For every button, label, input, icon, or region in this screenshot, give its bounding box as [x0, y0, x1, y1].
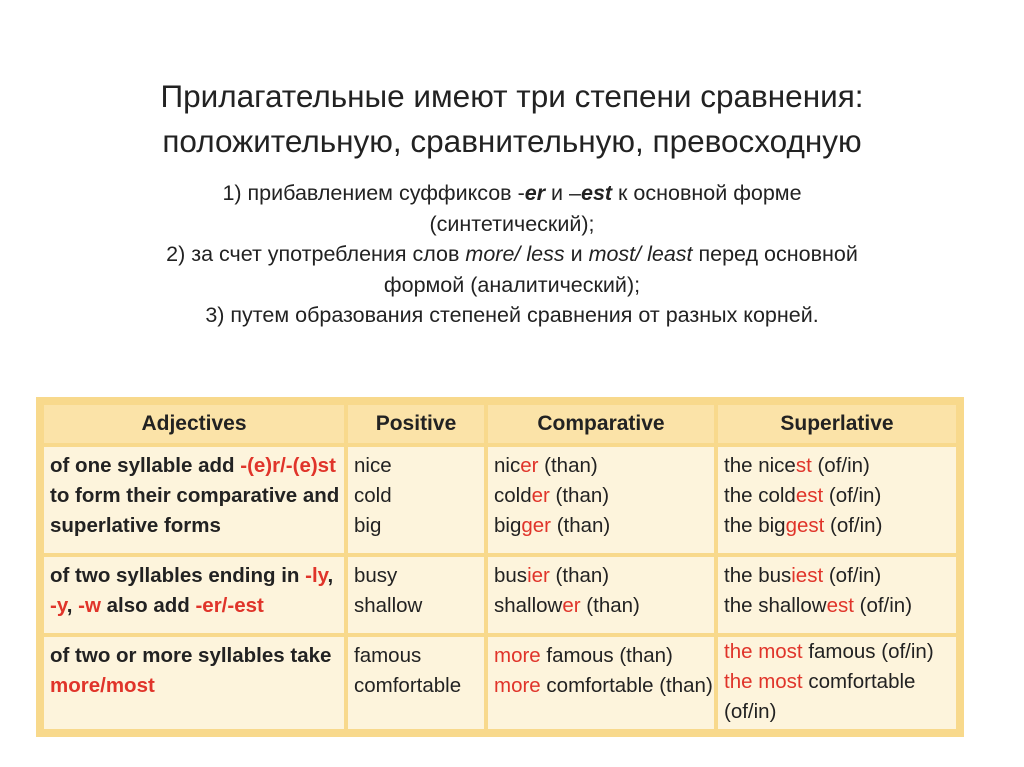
word-suffix: er	[520, 454, 539, 477]
list-item: nice	[354, 454, 392, 477]
word-rest: (than)	[549, 564, 610, 587]
row2-comparative-cell	[488, 557, 714, 633]
header-positive: Positive	[348, 405, 484, 443]
rule-2-more-less: more/ less	[465, 242, 565, 266]
word-prefix: more	[494, 644, 541, 667]
word-rest: (of/in)	[853, 594, 913, 617]
word-rest: famous (than)	[540, 644, 673, 667]
header-adjectives: Adjectives	[44, 405, 344, 443]
word-base: nic	[494, 454, 521, 477]
word-rest: (of/in)	[823, 564, 882, 587]
list-item	[724, 591, 952, 621]
table-row	[44, 637, 956, 729]
row3-comparative-cell	[488, 637, 714, 729]
rule-2-most-least: most/ least	[588, 242, 693, 266]
row2-positive-cell	[348, 557, 484, 633]
word-suffix: est	[795, 484, 824, 507]
header-comparative: Comparative	[488, 405, 714, 443]
row2-adj-suffix-y: -y	[50, 594, 67, 617]
list-item: shallow	[354, 594, 423, 617]
list-item	[494, 451, 710, 481]
list-item	[724, 481, 952, 511]
title-line-2: положительную, сравнительную, превосходную	[162, 123, 862, 159]
list-item: famous	[354, 644, 422, 667]
list-item	[724, 667, 952, 697]
word-suffix: iest	[791, 564, 824, 587]
list-item: cold	[354, 484, 392, 507]
rule-1-text: 1) прибавлением суффиксов -	[222, 181, 525, 205]
table-header-row	[44, 405, 956, 443]
row3-positive-cell	[348, 637, 484, 729]
word-prefix: more	[494, 674, 541, 697]
rules-text	[40, 178, 984, 331]
row3-adj-more-most: more/most	[50, 674, 155, 697]
row1-adj-text-2: to form their comparative and superlative forms	[50, 484, 340, 537]
table-row	[44, 447, 956, 553]
list-item	[494, 641, 710, 671]
word-suffix: ier	[527, 564, 550, 587]
row3-adjectives-cell	[44, 637, 344, 729]
rule-2	[40, 239, 984, 270]
word-base: the cold	[724, 484, 796, 507]
list-item	[724, 637, 952, 667]
list-item	[724, 451, 952, 481]
list-item	[494, 671, 713, 701]
slide-title	[40, 74, 984, 164]
rule-2-text: 2) за счет употребления слов	[166, 242, 466, 266]
row2-adj-suffix-w: -w	[78, 594, 101, 617]
row2-superlative-cell	[718, 557, 956, 633]
row1-adj-suffix: -(e)r/-(e)st	[240, 454, 336, 477]
comparison-table	[36, 397, 964, 737]
rule-1	[40, 178, 984, 209]
title-line-1: Прилагательные имеют три степени сравнения:	[160, 78, 864, 114]
word-suffix: est	[826, 594, 854, 617]
word-rest: (than)	[538, 454, 598, 477]
word-suffix: er	[531, 484, 550, 507]
rule-1-er: er	[524, 181, 546, 205]
word-rest: (of/in)	[811, 454, 870, 477]
row2-adj-text-2: also add	[100, 594, 196, 617]
row1-positive-cell	[348, 447, 484, 553]
word-base: the nice	[724, 454, 796, 477]
word-base: the big	[724, 514, 786, 537]
word-base: bus	[494, 564, 528, 587]
word-suffix: er	[562, 594, 581, 617]
list-item	[494, 481, 710, 511]
row1-adj-text: of one syllable add	[50, 454, 241, 477]
rule-3: 3) путем образования степеней сравнения от разных корней.	[205, 303, 819, 327]
list-item	[724, 697, 952, 727]
word-rest: (than)	[551, 514, 611, 537]
word-rest: comfortable (than)	[540, 674, 713, 697]
list-item: comfortable	[354, 674, 462, 697]
word-base: the shallow	[724, 594, 827, 617]
row3-superlative-cell	[718, 637, 956, 729]
list-item	[494, 591, 710, 621]
row1-adjectives-cell	[44, 447, 344, 553]
word-base: big	[494, 514, 522, 537]
rule-2-line2: формой (аналитический);	[383, 272, 641, 297]
rule-1-est: est	[581, 181, 613, 205]
word-suffix: ger	[521, 514, 551, 537]
list-item	[494, 511, 710, 541]
list-item	[494, 561, 710, 591]
row2-adj-comma-2: ,	[66, 594, 79, 617]
table-row	[44, 557, 956, 633]
word-rest: (of/in)	[824, 514, 883, 537]
word-base: the bus	[724, 564, 792, 587]
word-suffix: gest	[785, 514, 825, 537]
list-item: big	[354, 514, 382, 537]
row2-adj-suffix-ly: -ly	[305, 564, 328, 587]
rule-1-line2: (синтетический);	[429, 211, 595, 236]
row1-superlative-cell	[718, 447, 956, 553]
word-rest: comfortable	[802, 670, 916, 693]
rule-2-tail: перед основной	[692, 242, 858, 266]
word-prefix: the most	[724, 670, 803, 693]
word-rest: (than)	[549, 484, 610, 507]
word-base: shallow	[494, 594, 563, 617]
rule-2-and: и	[564, 242, 589, 266]
word-rest: famous (of/in)	[802, 640, 934, 663]
row2-adjectives-cell	[44, 557, 344, 633]
word-rest: (than)	[580, 594, 640, 617]
row1-comparative-cell	[488, 447, 714, 553]
word-rest: (of/in)	[724, 700, 777, 723]
word-prefix: the most	[724, 640, 803, 663]
row2-adj-text: of two syllables ending in	[50, 564, 306, 587]
rule-1-tail: к основной форме	[612, 181, 802, 205]
word-suffix: st	[795, 454, 812, 477]
row2-adj-suffix-er-est: -er/-est	[195, 594, 264, 617]
word-base: cold	[494, 484, 532, 507]
list-item	[724, 561, 952, 591]
word-rest: (of/in)	[823, 484, 882, 507]
rule-1-and: и –	[545, 181, 581, 205]
row3-adj-text: of two or more syllables take	[50, 644, 332, 667]
list-item	[724, 511, 952, 541]
list-item: busy	[354, 564, 398, 587]
row2-adj-comma: ,	[327, 564, 334, 587]
header-superlative: Superlative	[718, 405, 956, 443]
